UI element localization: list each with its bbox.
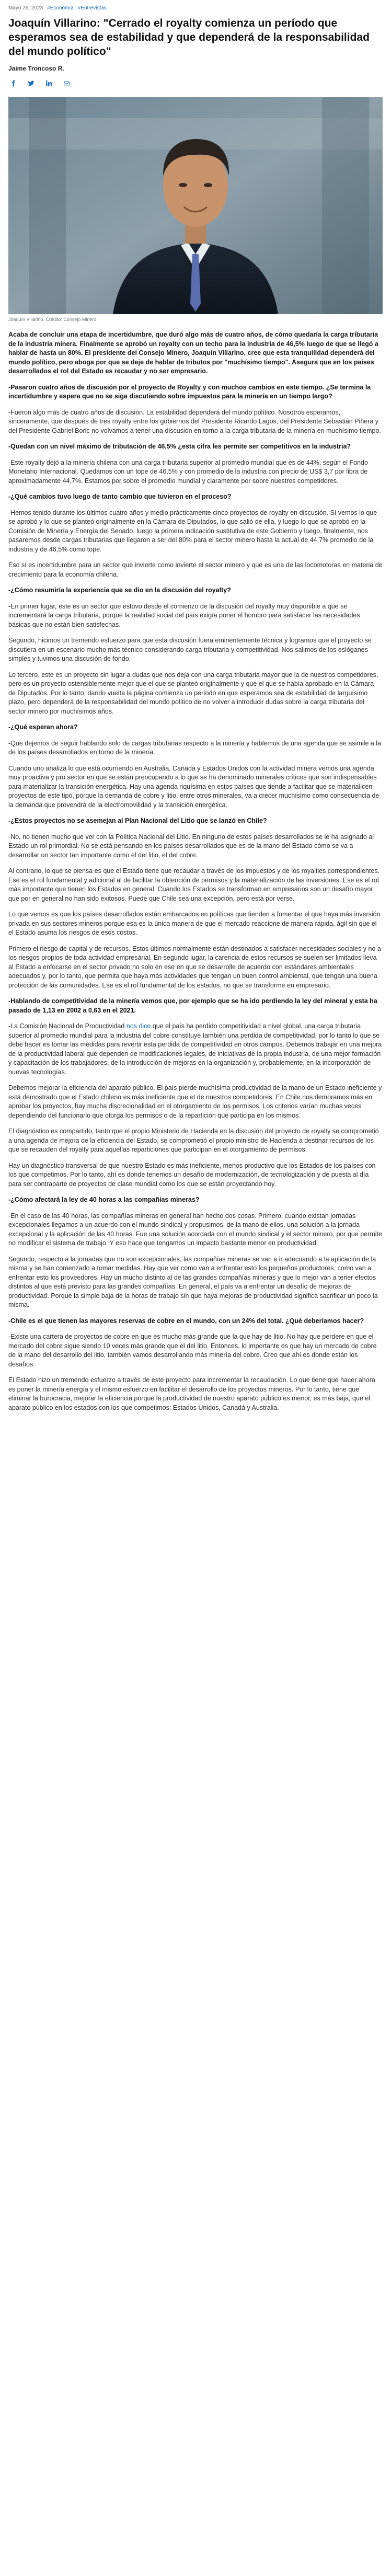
question-6: -¿Estos proyectos no se asemejan al Plan Nacional del Litio que se lanzó en Chile? xyxy=(8,817,267,824)
answer-2: -Este royalty dejó a la minería chilena con una carga tributaria superior al promedio mundial que es de 44%, según el Fondo Monetario Internacional. Quedamos con un tope de 46,5% y con promedio de la industria con precio de US$ 3,7 por libra de aproximadamente 44,7%. Estamos por sobre el promedio mundial y claramente por sobre nuestros competidores. xyxy=(8,458,368,485)
answer-6d: Primero el riesgo de capital y de recursos. Estos últimos normalmente están destinados a satisfacer necesidades sociales y no a los riesgos propios de toda actividad empresarial. En segundo lugar, la carencia de estos recursos se suelen ser limitados lleva al Estado a enfocarse en el sector privado no solo en ese en que se desarrolle de acuerdo con estándares ambientales adecuados y, por lo tanto, que permita que haya más actividades que tengan un buen control ambiental, que tengan una buena protección de las comunidades. Ese es el rol fundamental de los estados, no que se transforme en empresario. xyxy=(8,945,381,989)
answer-9b: El Estado hizo un tremendo esfuerzo a través de este proyecto para incrementar la recaudación. Lo que tiene que hacer ahora es poner la minería energía y el mismo esfuerzo en facilitar el desarrollo de los proyectos mineros. Por lo tanto, tiene que eliminar la burocracia, mejorar la eficiencia porque la productividad de nuestro aparato público es menor, es más baja, que el aparato público en los estados con los que competimos: Estados Unidos, Canadá y Australia. xyxy=(8,1376,375,1411)
answer-6a: -No, no tienen mucho que ver con la Política Nacional del Litio. En ninguno de estos países desarrollados se le ha asignado al Estado un rol primordial. No se está pensando en los países desarrollados que es de la mano del Estado cómo se va a desarrollar un sector tan importante como el del litio, el del cobre. xyxy=(8,833,374,859)
answer-4c: Lo tercero, este es un proyecto sin lugar a dudas que nos deja con una carga tributaria mayor que la de nuestros competidores, pero es un proyecto ostensiblemente mejor que el que se planteó originalmente y que el que se había aprobado en la Cámara de Diputados. Por lo tanto, dando vuelta la página comienza un período en que esperamos sea de estabilidad de larguísimo plazo, pero dependerá de la responsabilidad del mundo político de no volver a introducir dudas sobre la carga tributaria del sector minero por muchísimos años. xyxy=(8,671,378,715)
article-author: Jaime Troncoso R. xyxy=(8,65,64,72)
question-5: -¿Qué esperan ahora? xyxy=(8,723,78,731)
share-bar xyxy=(8,78,383,88)
tag-economia[interactable]: #Economía xyxy=(47,5,74,11)
facebook-icon[interactable] xyxy=(8,78,18,88)
portrait-image xyxy=(8,97,383,314)
answer-3b: Eso sí es incertidumbre para un sector que invierte como invierte el sector minero y que es una de las locomotoras en materia de crecimiento para la economía chilena. xyxy=(8,561,383,578)
answer-5b: Cuando uno analiza lo que está ocurriendo en Australia, Canadá y Estados Unidos con la actividad minera vemos una agenda muy proactiva y pro sector en que se están preocupando a lo que se ha denominado minerales críticos que son indispensables para materializar la transición energética. Hay una agenda riquísima en estos países que tiende a facilitar que se materialicen proyectos de este tipo, porque la demanda de cobre y litio, entre otros minerales, va a crecer muchísimo como consecuencia de la demanda que provendrá de la electromovilidad y la transición energética. xyxy=(8,764,380,809)
email-icon[interactable] xyxy=(62,78,71,88)
answer-7b: Debemos mejorar la eficiencia del aparato público. El país pierde muchísima productividad de la mano de un Estado ineficiente y está demostrado que el Estado chileno es más ineficiente que el de nuestros competidores. En Chile nos demoramos más en aprobar los proyectos, hay mucha discrecionalidad en el otorgamiento de los permisos. Los criterios varían muchas veces dependiendo del funcionario que otorga los permisos o de la repartición que participa en los mismos. xyxy=(8,1084,382,1119)
answer-8a: -En el caso de las 40 horas, las compañías mineras en general han hecho dos cosas. Primero, cuando existan jornadas excepcionales llegamos a un acuerdo con el mundo sindical y propusimos, de la mano de ellos, una solución a la jornada excepcional y la aplicación de las 40 horas. Fue una solución acordada con el mundo sindical y el sector minero, por que permite no modificar el sistema de trabajo. Y eso hace que tengamos un impacto bastante menor en productividad. xyxy=(8,1212,382,1247)
answer-1: -Fueron algo más de cuatro años de discusión. La estabilidad dependerá del mundo político. Nosotros esperamos, sinceramente, que después de tres royalty entre los gobiernos del Presidente Ricardo Lagos, del Presidente Sebastián Piñera y del Presidente Gabriel Boric no volvamos a tener una discusión en torno a la carga tributaria de la minería en muchísimo tiempo. xyxy=(8,408,381,434)
question-2: -Quedan con un nivel máximo de tributación de 46,5% ¿esta cifra les permite ser competitivos en la industria? xyxy=(8,443,351,450)
twitter-icon[interactable] xyxy=(26,78,36,88)
question-9: -Chile es el que tienen las mayores reservas de cobre en el mundo, con un 24% del total. ¿Qué deberíamos hacer? xyxy=(8,1317,364,1325)
answer-7c: El diagnóstico es compartido, tanto que el propio Ministerio de Hacienda en la discusión del proyecto de royalty se comprometió a una agenda de mejora de la eficiencia del Estado, se comprometió el propio ministro de Hacienda a destinar recursos de los que se recauden del royalty para aquellas reparticiones que participan en el otorgamiento de permisos. xyxy=(8,1128,379,1153)
answer-6c: Lo que vemos es que los países desarrollados están embarcados en políticas que tienden a fomentar el que haya más inversión privada en sus sectores mineros porque esa es la única manera de que el mercado reaccione de manera rápida, ágil sin que el el Estado asuma los riesgos de esos costos. xyxy=(8,911,381,936)
article-meta xyxy=(8,0,383,11)
linkedin-icon[interactable] xyxy=(44,78,53,88)
answer-7a-pre: -La Comisión Nacional de Productividad xyxy=(8,1022,126,1030)
answer-7d: Hay un diagnóstico transversal de que nuestro Estado es más ineficiente, menos productivo que los Estados de los países con los que competimos. Por lo tanto, ahí es donde tenemos un desafío de modernización, de tecnologización y de puesta al día para ser contraparte de proyectos de clase mundial como los que se están proyectando hoy. xyxy=(8,1162,376,1188)
photo-caption: Joaquín Villarino. Crédito: Consejo Minero xyxy=(8,317,97,322)
article-lead: Acaba de concluir una etapa de incertidumbre, que duró algo más de cuatro años, de cómo quedaría la carga tributaria de la industria minera. Finalmente se aprobó un royalty con un techo para la industria de 46,5% luego de que se llegó a hablar de hasta un 80%. El presidente del Consejo Minero, Joaquín Villarino, cree que esta tranquilidad dependerá del mundo político, pero aboga por que se deje de hablar de tributos por "muchísimo tiempo". Asegura que en los países desarrollados el rol del Estado es recaudar y no ser empresario. xyxy=(8,331,378,375)
article-title: Joaquín Villarino: "Cerrado el royalty comienza un período que esperamos sea de estabilidad y que dependerá de la responsabilidad del mundo político" xyxy=(8,17,370,58)
question-3: -¿Qué cambios tuvo luego de tanto cambio que tuvieron en el proceso? xyxy=(8,493,232,500)
productividad-link[interactable]: nos dice xyxy=(126,1022,151,1030)
tag-entrevistas[interactable]: #Entrevistas xyxy=(77,5,107,11)
answer-8b: Segundo, respecto a la jornadas que no son excepcionales, las compañías mineras se van a ir adecuando a la aplicación de la misma y se han comenzado a tomar medidas. Hay que ver como van a enfrentar esto los pequeños productores, como van a enfrentar esto los proveedores. Hay un mucho distinto al de las grandes compañías mineras y que lo mejor van a tener efectos distintos al que está previsto para las grandes compañías. En general, el país va a enfrentar un desafío de mejoras de productividad. Porque la simple baja de la horas de trabajo sin que haya mejoras de productividad significa sacrificar un poco la misma. xyxy=(8,1255,378,1308)
article-body xyxy=(8,330,383,1412)
article-photo xyxy=(8,97,383,314)
question-8: -¿Cómo afectará la ley de 40 horas a las compañías mineras? xyxy=(8,1196,200,1203)
answer-7a-post: que el país ha perdido competitividad a nivel global, una carga tributaria superior al promedio mundial para la industria del cobre constituye también una perdida de competitividad, por lo tanto lo que se debe hacer es tomar las medidas para revertir esta perdida de competitividad en otros campos. Debemos trabajar en una mejora de la productividad laboral que dependen de modificaciones legales, de iniciativas de la propia industria, de una mejor formación y capacitación de los trabajadores, de la introducción de mejoras en la organización y, probablemente, en la incorporación de nuevas tecnologías. xyxy=(8,1022,382,1076)
question-1: -Pasaron cuatro años de discusión por el proyecto de Royalty y con muchos cambios en este tiempo. ¿Se termina la incertidumbre y espera que no se siga discutiendo sobre impuestos para la minería en un tiempo largo? xyxy=(8,383,371,400)
article-date: Mayo 26, 2023 xyxy=(8,5,43,11)
answer-7a xyxy=(8,1022,383,1077)
question-4: -¿Cómo resumiría la experiencia que se dio en la discusión del royalty? xyxy=(8,586,231,594)
answer-3a: -Hemos tenido durante los últimos cuatro años y medio prácticamente cinco proyectos de royalty en discusión. Sí vemos lo que se aprobó y lo que se planteó originalmente en la Cámara de Diputados, lo que salió de ella, y luego lo que se aprobó en la Comisión de Minería y Energía del Senado, luego la primera indicación sustitutiva de este Gobierno y luego, finalmente, nos pasaremos desde cargas tributarias que llegaron a ser del 80% para el sector minero hasta la actual de 44,7% promedio de la industria y de 46,5% como tope. xyxy=(8,509,377,553)
answer-5a: -Que dejemos de seguir hablando solo de cargas tributarias respecto a la minería y hablemos de una agenda que se asimile a la de los países desarrollados en torno de la minería. xyxy=(8,739,381,756)
question-7: -Hablando de competitividad de la minería vemos que, por ejemplo que se ha ido perdiendo la ley del mineral y esta ha pasado de 1,13 en 2002 a 0,63 en el 2021. xyxy=(8,997,377,1014)
answer-4b: Segundo, hicimos un tremendo esfuerzo para que esta discusión fuera eminentemente técnica y logramos que el proyecto se discutiera en un escenario mucho más técnico considerando carga tributaria y competitividad. Nos salimos de los eslóganes simples y tuvimos una discusión de fondo. xyxy=(8,637,372,662)
answer-6b: Al contrario, lo que se piensa es que el Estado tiene que recaudar a través de los impuestos y de los royalties correspondientes. Ese es el rol fundamental y adicional al de facilitar la obtención de permisos y la materialización de las inversiones. Ese es el rol más importante que tienen los Estados en general. Cuando los Estados se transforman en empresarios son un desafío mayor que por en general no han sido exitosos. Puede que Chile sea una excepción, pero está por verse. xyxy=(8,867,380,902)
answer-4a: -En primer lugar, este es un sector que estuvo desde el comienzo de la discusión del royalty muy disponible a que se incrementará la carga tributaria, porque la realidad social del país exigía poner el hombro para satisfacer las necesidades básicas que no están bien satisfechas. xyxy=(8,602,360,628)
answer-9a: -Existe una cartera de proyectos de cobre en que es mucho más grande que la que hay de litio. No hay que perdere en que el mercado del cobre sigue siendo 10 veces más grande que el del litio. Entonces, lo importante es que hay un mercado de cobre de la mano del desarrollo del litio, también vamos desarrollando más minería del cobre. Creo que ahí es donde están los desafíos. xyxy=(8,1333,377,1368)
